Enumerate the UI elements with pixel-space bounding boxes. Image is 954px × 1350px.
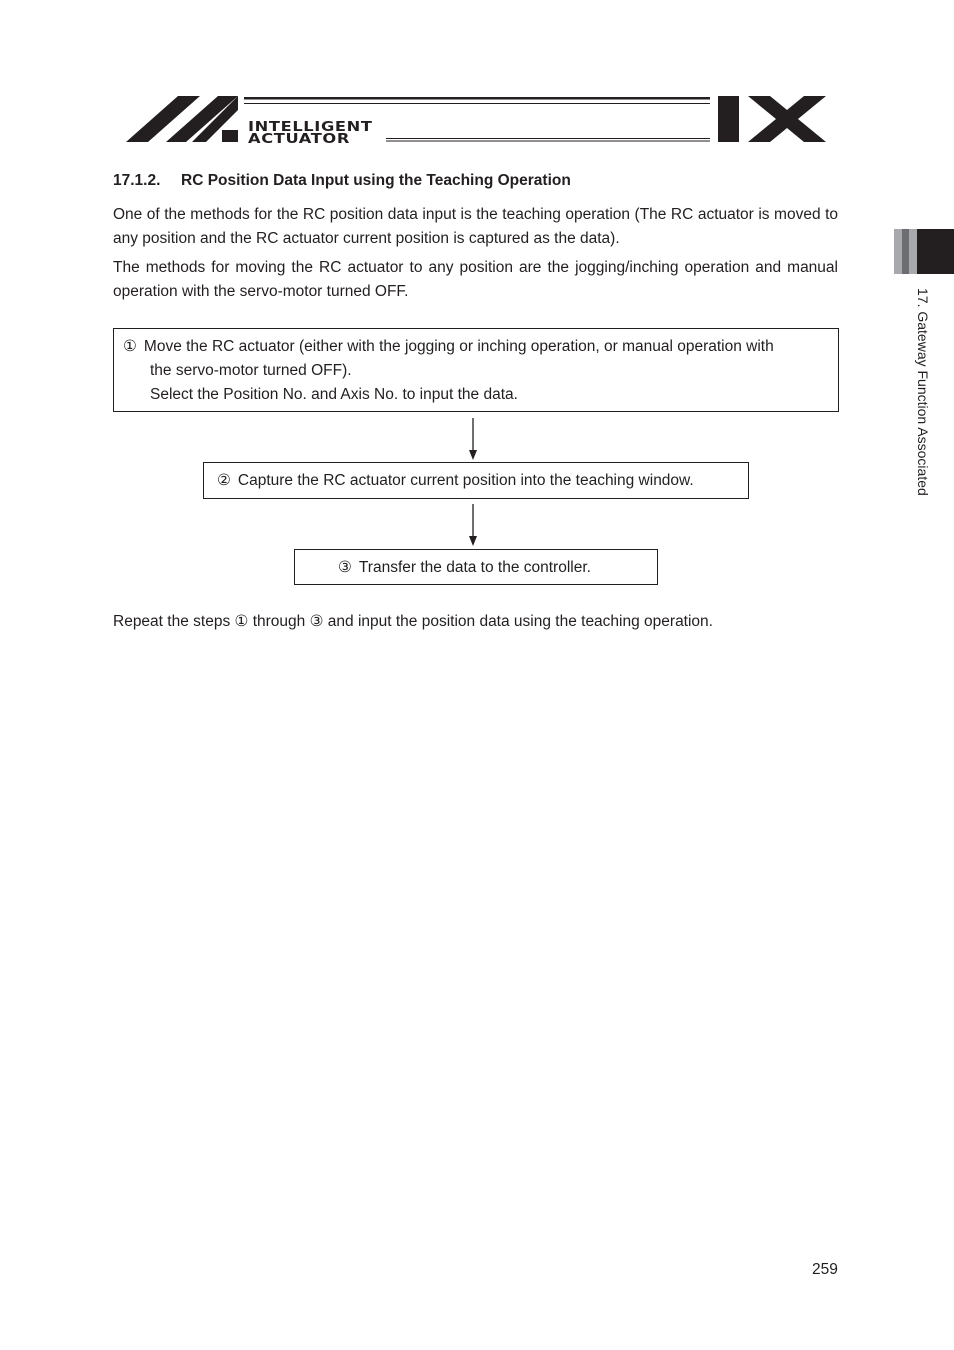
- step-2-text: Capture the RC actuator current position into the teaching window.: [237, 472, 694, 489]
- step-2-marker: ②: [217, 472, 231, 489]
- section-title: RC Position Data Input using the Teaching Operation: [181, 172, 571, 189]
- step-3-marker: ③: [338, 559, 352, 576]
- step-1-marker: ①: [123, 338, 137, 355]
- flow-step-1-box: [113, 328, 839, 412]
- step-1-text-line2: the servo-motor turned OFF).: [150, 362, 352, 379]
- brand-line2: ACTUATOR: [248, 132, 351, 147]
- flow-arrow-2: [466, 504, 480, 546]
- section-heading: [113, 172, 571, 190]
- section-number: 17.1.2.: [113, 172, 161, 189]
- methods-paragraph: The methods for moving the RC actuator to any position are the jogging/inching operation and manual operation with the servo-motor turned OFF.: [113, 259, 838, 300]
- flow-step-3-box: [294, 549, 658, 585]
- step-3-text: Transfer the data to the controller.: [358, 559, 591, 576]
- flow-step-1-line1: [123, 335, 830, 359]
- intelligent-actuator-logo: [126, 94, 828, 146]
- flow-step-2-box: [203, 462, 749, 499]
- brand-line1: INTELLIGENT: [248, 120, 373, 135]
- step-1-text-line1: Move the RC actuator (either with the jogging or inching operation, or manual operation with: [143, 338, 774, 355]
- step-1-text-line3: Select the Position No. and Axis No. to input the data.: [150, 386, 518, 403]
- intro-paragraph: One of the methods for the RC position data input is the teaching operation (The RC actuator is moved to any position and the RC actuator current position is captured as the data).: [113, 206, 838, 247]
- chapter-side-label: 17. Gateway Function Associated: [915, 288, 931, 496]
- chapter-tab-marker: [894, 229, 954, 274]
- flow-arrow-1: [466, 418, 480, 460]
- page-number: 259: [812, 1261, 838, 1278]
- summary-paragraph: Repeat the steps ① through ③ and input the position data using the teaching operation.: [113, 613, 713, 630]
